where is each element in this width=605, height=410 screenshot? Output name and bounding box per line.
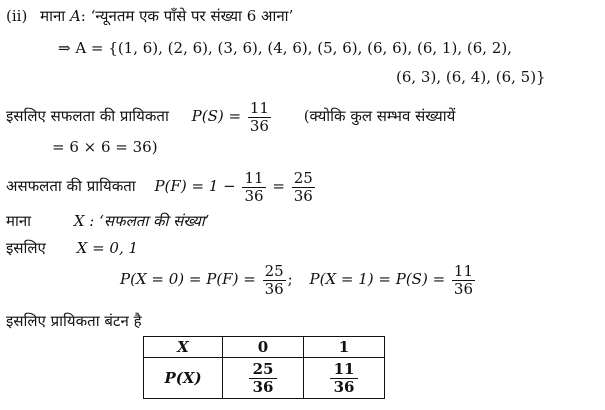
probability-distribution-table [143, 336, 385, 399]
table-cell-p1 [304, 358, 385, 399]
table-header-1: 1 [304, 337, 385, 358]
line-total-outcomes [52, 137, 158, 157]
fraction-numerator: 25 [249, 361, 278, 379]
success-fraction [248, 100, 271, 135]
table-row [144, 358, 385, 399]
fraction-numerator: 11 [453, 261, 474, 280]
failure-fraction-1 [242, 170, 265, 205]
line-variable-values [6, 238, 138, 258]
total-outcomes-note: (क्योकि कुल सम्भव संख्यायें [303, 107, 456, 125]
fraction-denominator: 36 [453, 279, 474, 298]
fraction-numerator: 11 [330, 361, 359, 379]
fraction-denominator: 36 [264, 279, 284, 298]
fraction-numerator: 25 [264, 261, 284, 280]
line-distribution-intro [6, 311, 142, 331]
line-success-probability [6, 96, 455, 136]
total-outcomes-expr: = 6 × 6 = 36) [52, 138, 158, 156]
table-row-label: P(X) [144, 358, 223, 399]
random-variable-definition: X : ‘सफलता की संख्या’ [73, 212, 210, 230]
prob-x1-fraction [452, 263, 475, 298]
line-random-variable [6, 211, 209, 231]
line-set-a-part2 [396, 67, 546, 87]
line-definition-a [6, 6, 293, 26]
separator: ; [287, 270, 293, 288]
table-header-x: X [144, 337, 223, 358]
success-prob-expr: P(S) = [191, 107, 242, 125]
part-label: (ii) [6, 7, 28, 25]
prob-x0-fraction [263, 263, 286, 298]
failure-prob-expr: P(F) = 1 − [154, 177, 236, 195]
table-header-0: 0 [223, 337, 304, 358]
therefore-label: इसलिए [6, 239, 46, 257]
set-a-continuation: (6, 3), (6, 4), (6, 5)} [396, 68, 546, 86]
fraction-numerator: 25 [293, 168, 313, 187]
equals-sign: = [272, 177, 285, 195]
distribution-intro-text: इसलिए प्रायिकता बंटन है [6, 312, 142, 330]
table-cell-p0 [223, 358, 304, 399]
prob-x1-expr: P(X = 1) = P(S) = [309, 270, 446, 288]
event-variable: A [69, 7, 81, 25]
event-description: : ‘न्यूनतम एक पाँसे पर संख्या 6 आना’ [80, 7, 294, 25]
assume-label: माना [6, 212, 32, 230]
set-a-expression: ⇒ A = {(1, 6), (2, 6), (3, 6), (4, 6), (5, 6), (6, 6), (6, 1), (6, 2), [58, 39, 512, 57]
fraction-denominator: 36 [249, 116, 269, 135]
prob-x0-expr: P(X = 0) = P(F) = [120, 270, 256, 288]
fraction-numerator: 11 [249, 98, 269, 117]
p0-fraction [249, 361, 278, 396]
line-set-a-part1 [58, 38, 512, 58]
failure-prob-label: असफलता की प्रायिकता [6, 177, 136, 195]
table-row [144, 337, 385, 358]
success-prob-label: इसलिए सफलता की प्रायिकता [6, 107, 169, 125]
fraction-denominator: 36 [252, 377, 274, 396]
failure-fraction-2 [292, 170, 315, 205]
variable-values: X = 0, 1 [76, 239, 139, 257]
line-point-probabilities [120, 259, 477, 299]
fraction-denominator: 36 [293, 186, 313, 205]
fraction-numerator: 11 [244, 168, 264, 187]
line-failure-probability [6, 166, 317, 206]
fraction-denominator: 36 [333, 377, 355, 396]
p1-fraction [330, 361, 359, 396]
assume-text: माना [40, 7, 66, 25]
fraction-denominator: 36 [244, 186, 264, 205]
